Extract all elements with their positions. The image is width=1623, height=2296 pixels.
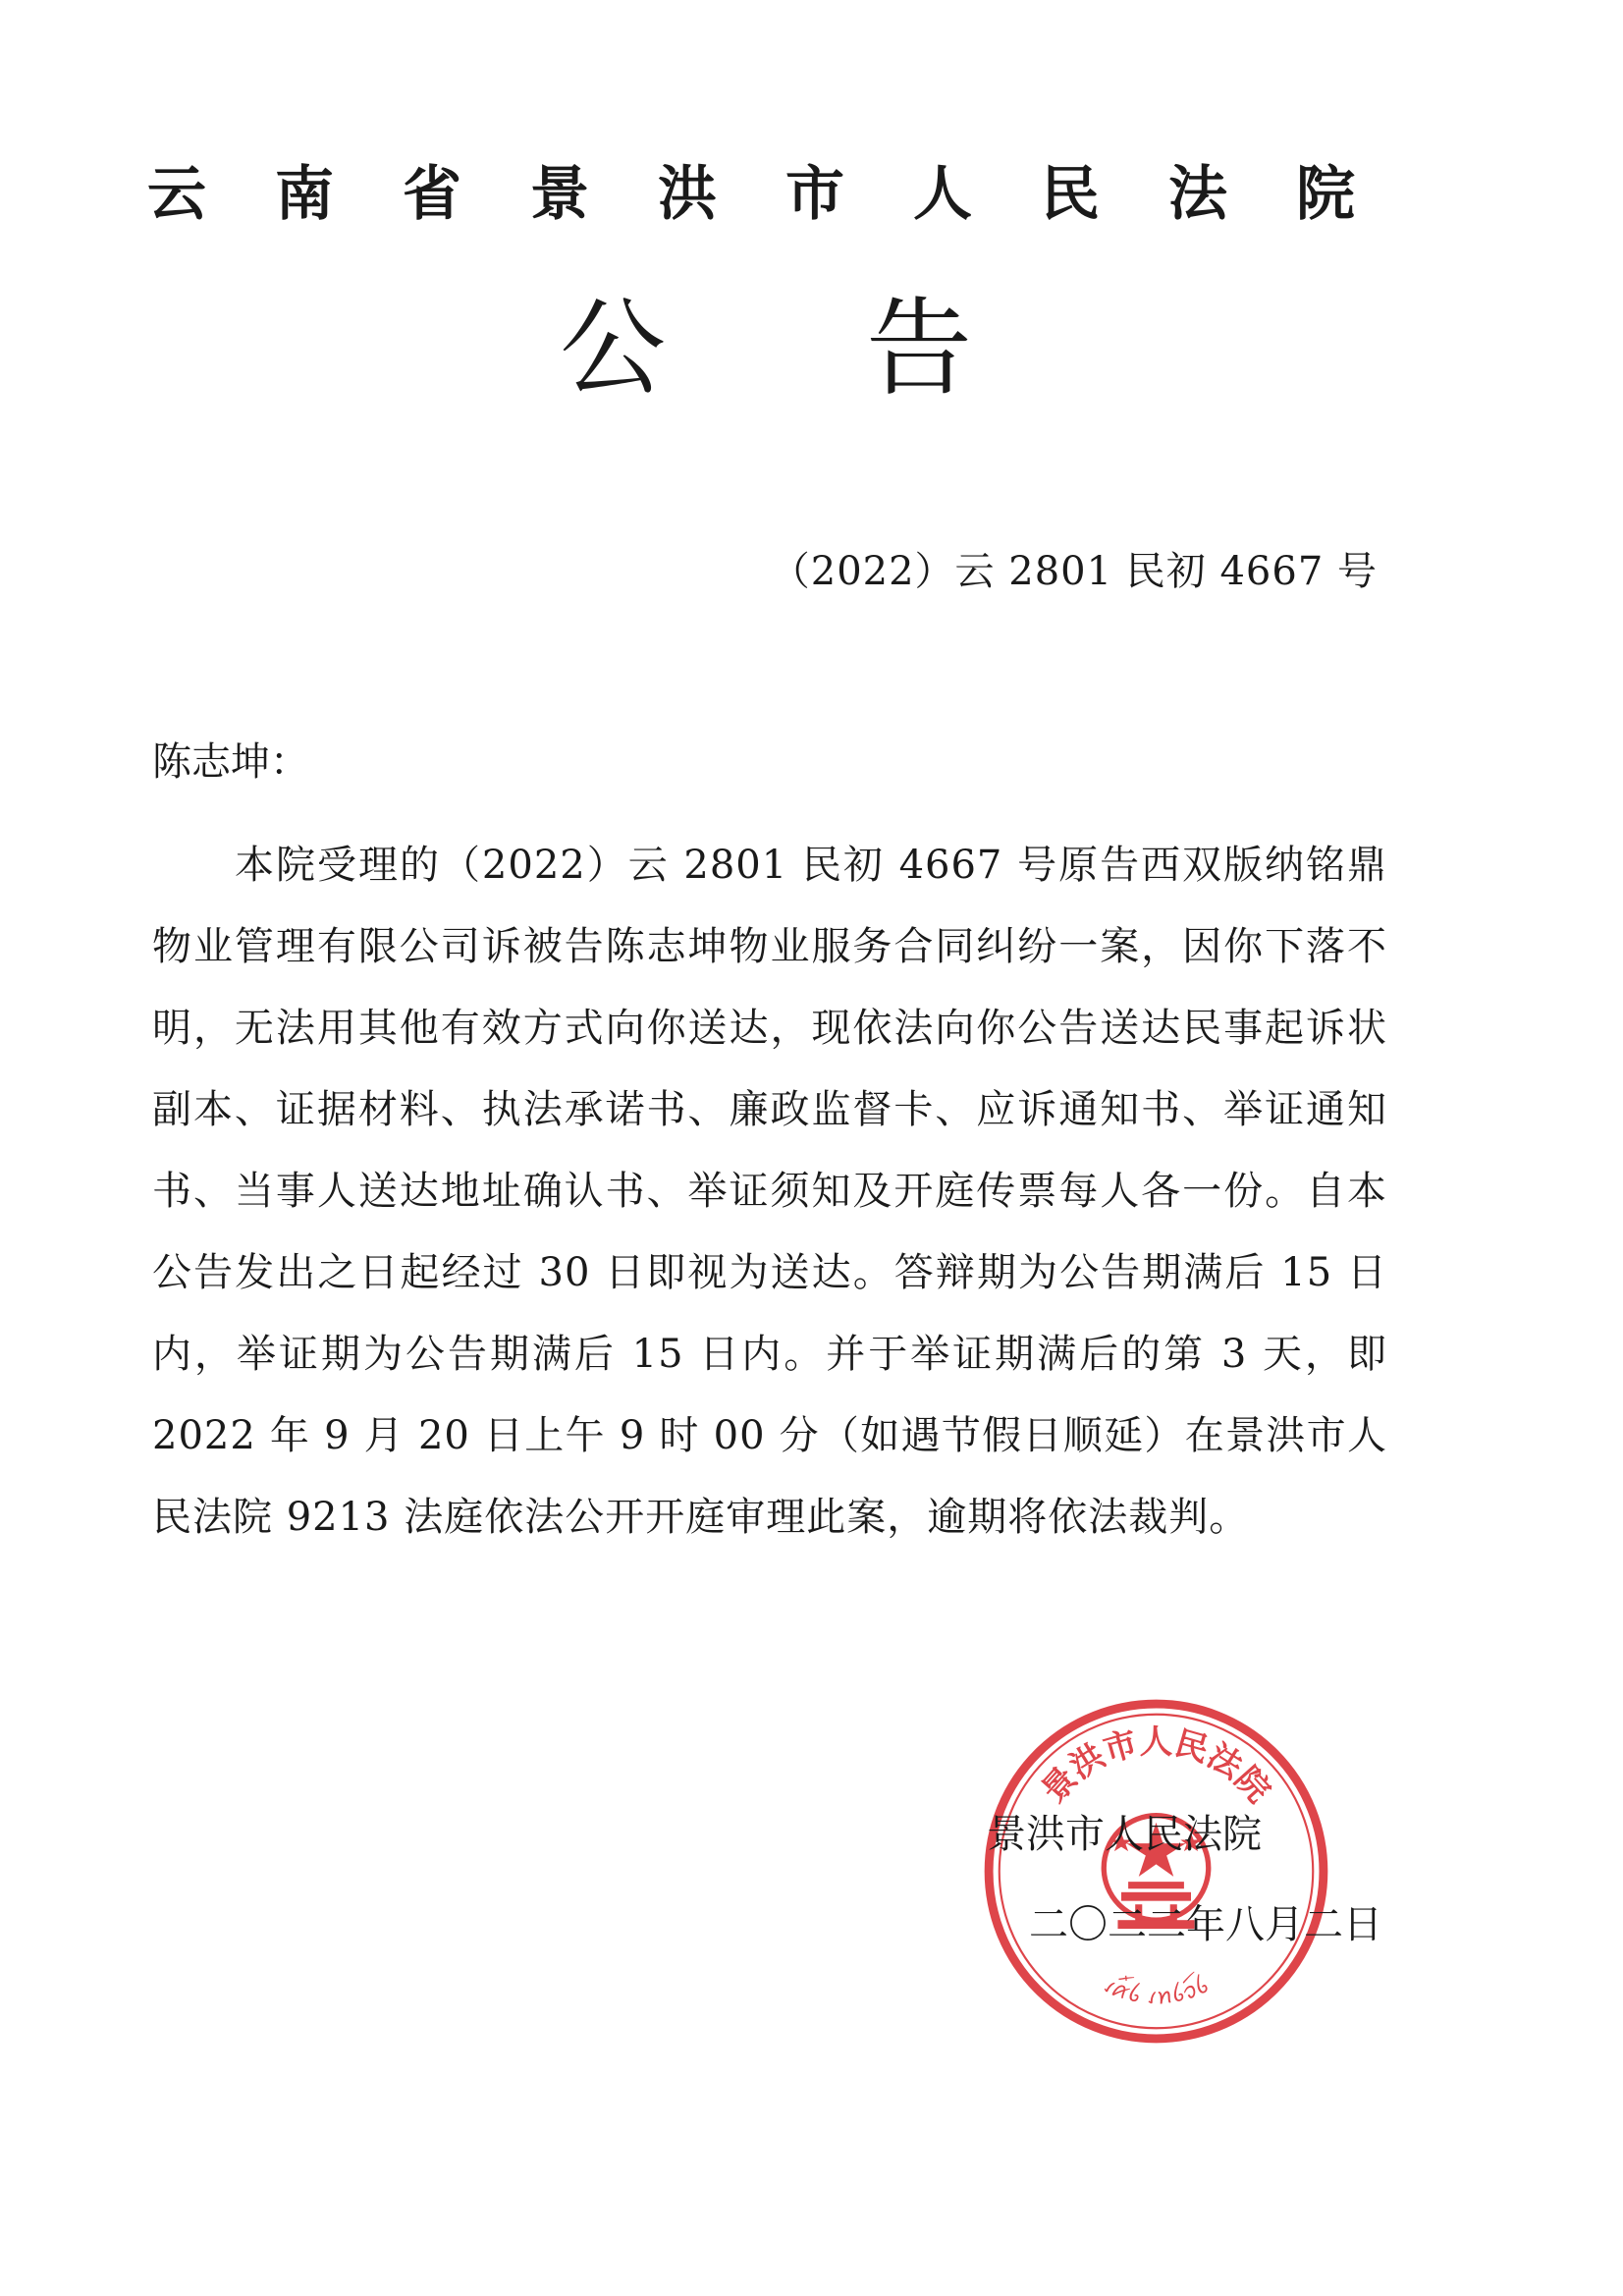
signature-court-name: 景洪市人民法院 — [987, 1812, 1262, 1857]
court-name-heading — [147, 160, 1355, 229]
court-name-char: 景 — [530, 160, 589, 229]
court-name-char: 民 — [1041, 160, 1100, 229]
court-name-char: 院 — [1296, 160, 1355, 229]
announcement-body: 本院受理的（2022）云 2801 民初 4667 号原告西双版纳铭鼎物业管理有限公司诉被告陈志坤物业服务合同纠纷一案，因你下落不明，无法用其他有效方式向你送达，现依法向你公告送达民事起诉状副本、证据材料、执法承诺书、廉政监督卡、应诉通知书、举证通知书、当事人送达地址确认书、举证须知及开庭传票每人各一份。自本公告发出之日起经过 30 日即视为送达。答辩期为公告期满后 15 日内，举证期为公告期满后 15 日内。并于举证期满后的第 3 天，即 2022 年 9 月 20 日上午 9 时 00 分（如遇节假日顺延）在景洪市人民法院 9213 法庭依法公开开庭审理此案，逾期将依法裁判。 — [152, 843, 1387, 1540]
seal-ring-text: ꪹꪁꪸꪉ ꪹꪀꪉꪫꪷꪉ — [1099, 1972, 1214, 2010]
case-number: （2022）云 2801 民初 4667 号 — [770, 549, 1378, 594]
court-name-char: 省 — [403, 160, 461, 229]
court-name-char: 云 — [147, 160, 206, 229]
court-name-char: 人 — [913, 160, 972, 229]
addressee: 陈志坤： — [152, 739, 309, 785]
court-name-char: 洪 — [658, 160, 717, 229]
court-name-char: 法 — [1168, 160, 1227, 229]
court-name-char: 南 — [275, 160, 334, 229]
document-title — [560, 288, 972, 410]
court-name-char: 市 — [785, 160, 844, 229]
title-char: 公 — [560, 288, 667, 410]
court-seal — [982, 1697, 1330, 2046]
signature-date: 二〇二二年八月二日 — [1029, 1902, 1382, 1947]
title-char: 告 — [865, 288, 972, 410]
seal-top-text: 景洪市人民法院 — [1033, 1721, 1279, 1810]
